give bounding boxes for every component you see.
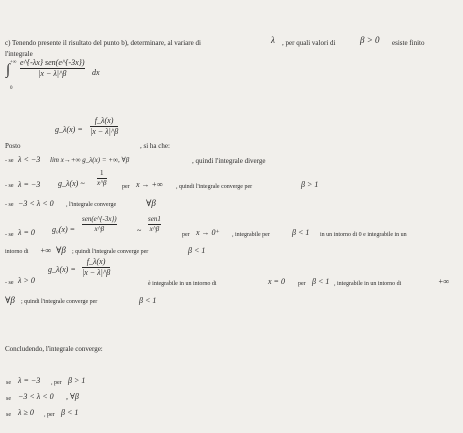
conclusion-r1-se: se [6,380,11,386]
case4-num: sen(e^{-3x}) [82,215,117,223]
case3-text: , l'integrale converge [66,202,117,208]
case4-mid: g₀(x) = [52,225,76,234]
case4-fraction [82,216,117,233]
case5-fraction [82,258,110,277]
case2-prefix: - se [5,183,14,189]
case5-num: f_λ(x) [86,257,106,266]
case5-cond: λ > 0 [18,276,35,285]
conclusion-r3-cond: λ ≥ 0 [18,408,34,417]
case4-text2: in un intorno di 0 e integrabile in un [320,232,407,238]
posto-after: , si ha che: [140,142,170,150]
case4-line2a: intorno di [5,249,29,255]
case2-lim: x → +∞ [136,180,163,189]
case5-mid: g_λ(x) = [48,265,76,274]
case2-frac-num: 1 [100,169,104,177]
case5-den: |x − λ|^β [82,268,111,277]
posto-num: f_λ(x) [94,116,114,125]
intro-line2: l'integrale [5,50,33,58]
case4-num2: sen1 [148,215,161,223]
case4-sim: ~ [137,226,142,235]
case1-text: , quindi l'integrale diverge [192,157,266,165]
case1-prefix: - se [5,158,14,164]
case5-prefix: - se [5,280,14,286]
intro-line1b: , per quali valori di [282,39,336,47]
intro-line1c: esiste finito [392,39,425,47]
case4-cond: λ = 0 [18,228,35,237]
integral-sign: ∫ [6,62,11,78]
case4-forall: ∀β [56,245,66,255]
integral-fraction [20,59,85,78]
conclusion-r1-res: β > 1 [68,376,86,385]
conclusion-r2-cond: −3 < λ < 0 [18,392,54,401]
case4-per: per [182,232,190,238]
case2-frac-den: x^β [97,179,107,187]
case4-inf: +∞ [40,246,52,255]
integral-upper: +∞ [10,60,17,65]
case3-forall: ∀β [146,198,156,208]
case2-cond: λ = −3 [18,180,41,189]
case1-cond: λ < −3 [18,155,41,164]
case5-cond3: β < 1 [139,296,157,305]
case4-den: x^β [94,225,105,233]
intro-beta-cond: β > 0 [360,35,380,45]
case1-mid: lim x→+∞ g_λ(x) = +∞, ∀β [50,156,130,164]
posto-den: |x − λ|^β [90,127,119,136]
integral-denominator: |x − λ|^β [38,69,67,78]
case5-inf: +∞ [438,277,450,286]
case5-per: per [298,281,306,287]
case5-line2b: ; quindi l'integrale converge per [21,299,98,305]
integral-dx: dx [92,68,100,77]
case2-cond2: β > 1 [301,180,319,189]
posto-fraction [90,117,118,136]
conclusion-r2-se: se [6,396,11,402]
conclusion-r3-se: se [6,412,11,418]
posto-label: Posto [5,142,21,150]
case2-fraction [97,170,107,187]
integral-lower: 0 [10,86,13,91]
case5-text2: , integrabile in un intorno di [334,281,402,287]
case3-prefix: - se [5,202,14,208]
case3-cond: −3 < λ < 0 [18,199,54,208]
case5-x0: x = 0 [268,277,285,286]
case2-per: per [122,184,130,190]
conclusion-r1-cond: λ = −3 [18,376,41,385]
case4-den2: x^β [149,225,160,233]
case4-line2b: ; quindi l'integrale converge per [72,249,149,255]
case4-text: , integrabile per [232,232,270,238]
case5-cond2: β < 1 [312,277,330,286]
conclusion-r3-res: β < 1 [61,408,79,417]
conclusion-r2-res: , ∀β [66,392,79,401]
case4-prefix: - se [5,232,14,238]
case4-lim: x → 0⁺ [196,228,220,237]
case4-cond2: β < 1 [292,228,310,237]
conclusion-r1-per: , per [51,380,62,386]
case4-fraction2 [148,216,161,233]
case2-mid: g_λ(x) ~ [58,179,85,188]
conclusion-r3-per: , per [44,412,55,418]
case4-cond3: β < 1 [188,246,206,255]
posto-func: g_λ(x) = [55,125,83,134]
intro-line1: c) Tenendo presente il risultato del punto b), determinare, al variare di [5,39,201,47]
intro-lambda: λ [271,35,275,45]
case2-text: , quindi l'integrale converge per [176,184,253,190]
case5-text: è integrabile in un intorno di [148,281,217,287]
integral-numerator: e^{-λx} sen(e^{-3x}) [20,58,85,67]
conclusion-title: Concludendo, l'integrale converge: [5,345,103,353]
case5-line2a: ∀β [5,295,15,305]
